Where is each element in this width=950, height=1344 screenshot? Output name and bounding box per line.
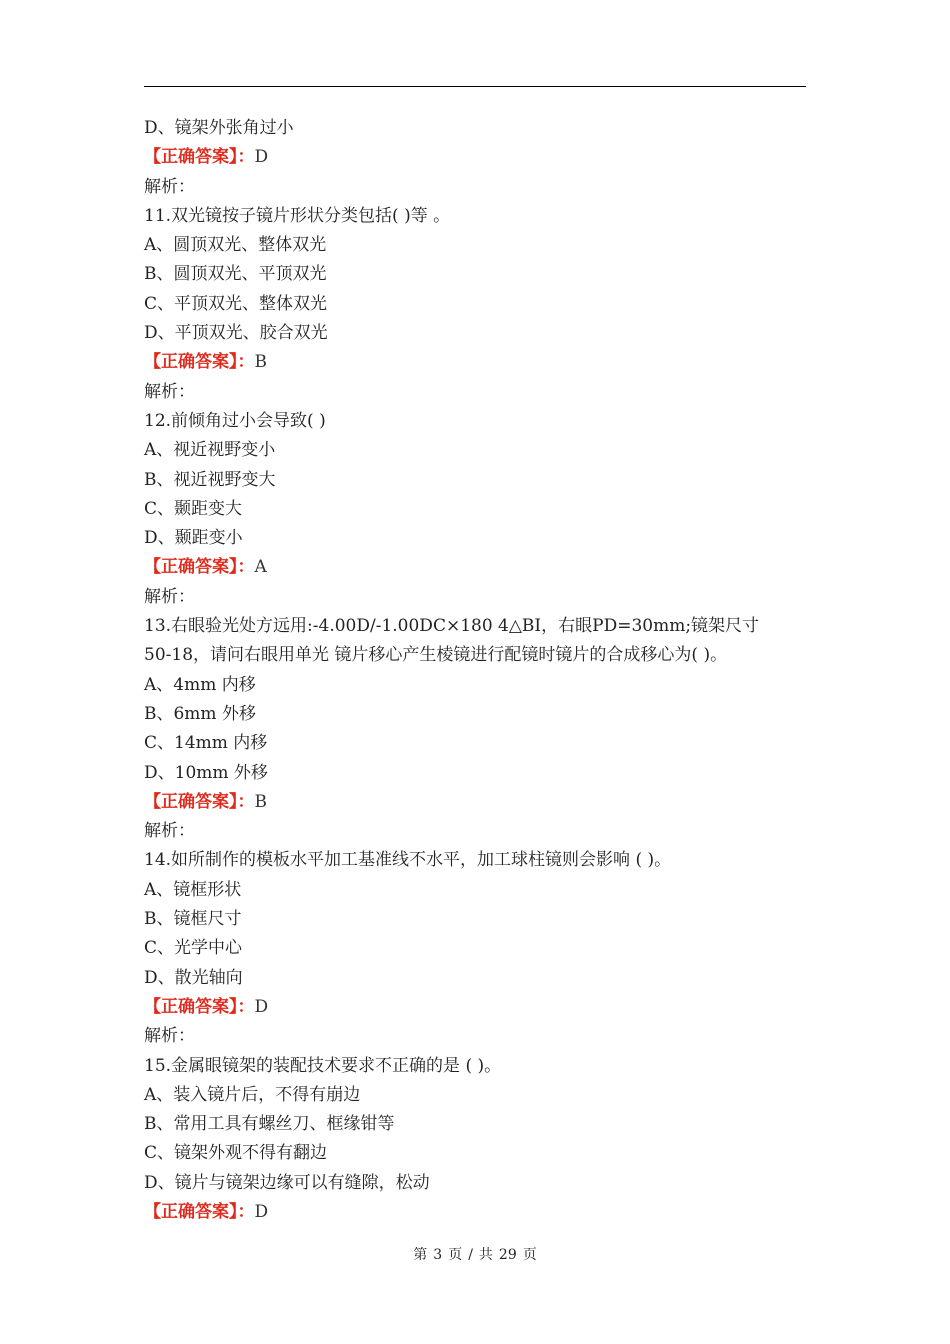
option-line: A、镜框形状 (144, 879, 242, 900)
option-line: B、圆顶双光、平顶双光 (144, 264, 327, 285)
option-line: C、镜架外观不得有翻边 (144, 1143, 328, 1164)
option-line: D、散光轴向 (144, 967, 243, 988)
analysis-line: 解析： (144, 1026, 195, 1047)
footer-total-pages: 29 (498, 1247, 517, 1263)
option-line: B、常用工具有螺丝刀、框缘钳等 (144, 1114, 395, 1135)
analysis-line: 解析： (144, 821, 195, 842)
question-line: 15.金属眼镜架的装配技术要求不正确的是 ( )。 (144, 1055, 502, 1076)
answer-line (144, 143, 806, 172)
option-line: C、颞距变大 (144, 498, 243, 519)
footer-total-suffix: 页 (522, 1247, 537, 1263)
footer-separator: / (468, 1247, 473, 1263)
option-line: D、颞距变小 (144, 528, 243, 549)
footer-prefix: 第 (413, 1247, 428, 1263)
question-line: 14.如所制作的模板水平加工基准线不水平，加工球柱镜则会影响 ( )。 (144, 850, 672, 871)
answer-value: A (254, 557, 267, 578)
question-line: 12.前倾角过小会导致( ) (144, 410, 326, 431)
answer-value: B (254, 791, 267, 812)
answer-value: D (254, 1201, 269, 1222)
option-line: C、平顶双光、整体双光 (144, 293, 328, 314)
question-line: 50-18，请问右眼用单光 镜片移心产生棱镜进行配镜时镜片的合成移心为( )。 (144, 645, 728, 666)
question-line: 11.双光镜按子镜片形状分类包括( )等 。 (144, 205, 451, 226)
document-content (144, 114, 806, 1227)
option-line: D、镜片与镜架边缘可以有缝隙，松动 (144, 1172, 430, 1193)
option-line: A、视近视野变小 (144, 440, 276, 461)
answer-label: 【正确答案】： (144, 996, 255, 1017)
answer-label: 【正确答案】： (144, 1201, 255, 1222)
footer-page-word: 页 (448, 1247, 463, 1263)
answer-line (144, 1198, 806, 1227)
option-line: A、装入镜片后，不得有崩边 (144, 1084, 361, 1105)
answer-line (144, 553, 806, 582)
option-line: B、视近视野变大 (144, 469, 276, 490)
option-line: D、镜架外张角过小 (144, 118, 294, 138)
answer-label: 【正确答案】： (144, 352, 255, 373)
answer-value: D (254, 147, 269, 168)
option-line: C、14mm 内移 (144, 733, 268, 754)
footer-current-page: 3 (433, 1247, 443, 1263)
option-line: D、平顶双光、胶合双光 (144, 323, 328, 344)
analysis-line: 解析： (144, 381, 195, 402)
option-line: B、6mm 外移 (144, 703, 256, 724)
question-line: 13.右眼验光处方远用:-4.00D/-1.00DC×180 4△BI，右眼PD=30mm;镜架尺寸 (144, 616, 760, 637)
analysis-line: 解析： (144, 586, 195, 607)
option-line: A、圆顶双光、整体双光 (144, 235, 327, 256)
footer-total-prefix: 共 (478, 1247, 493, 1263)
answer-label: 【正确答案】： (144, 791, 255, 812)
answer-line (144, 788, 806, 817)
answer-value: D (254, 996, 269, 1017)
page-footer (0, 1244, 950, 1264)
option-line: C、光学中心 (144, 938, 243, 959)
analysis-line: 解析： (144, 176, 195, 197)
option-line: B、镜框尺寸 (144, 909, 242, 930)
answer-value: B (254, 352, 267, 373)
answer-line (144, 348, 806, 377)
answer-label: 【正确答案】： (144, 557, 255, 578)
answer-line (144, 993, 806, 1022)
option-line: D、10mm 外移 (144, 762, 268, 783)
option-line: A、4mm 内移 (144, 674, 256, 695)
header-rule (144, 86, 806, 87)
answer-label: 【正确答案】： (144, 147, 255, 168)
